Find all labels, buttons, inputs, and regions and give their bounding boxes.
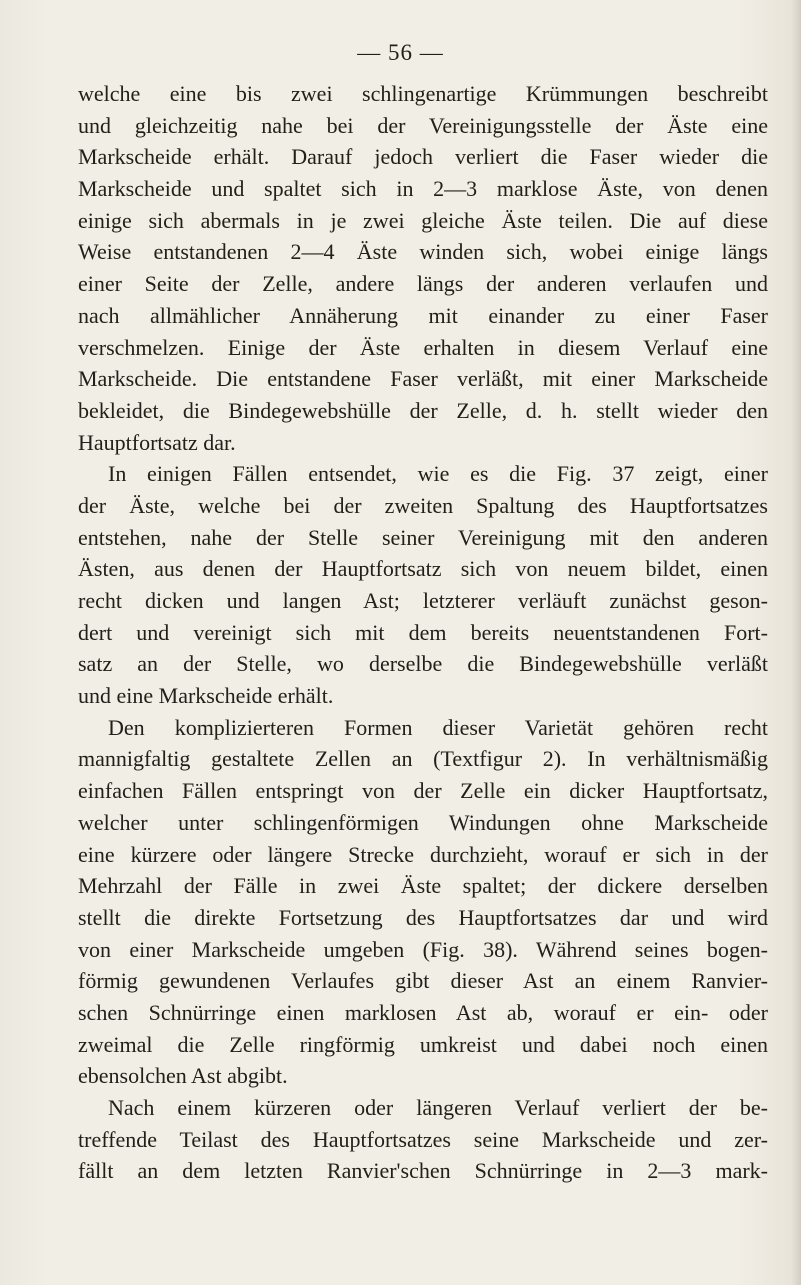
text-line: entstehen, nahe der Stelle seiner Vereinigung mit den anderen [78,524,768,550]
text-line: Markscheide. Die entstandene Faser verläßt, mit einer Markscheide [78,366,768,392]
text-line: welche eine bis zwei schlingenartige Krümmungen beschreibt [78,81,768,106]
text-line: von einer Markscheide umgeben (Fig. 38). Während seines bogen- [78,936,768,962]
body-text [78,78,768,1187]
text-line: und eine Markscheide erhält. [78,683,334,709]
text-line: der Äste, welche bei der zweiten Spaltung des Hauptfortsatzes [78,492,768,518]
text-line: recht dicken und langen Ast; letzterer verläuft zunächst geson- [78,588,768,613]
text-line: und gleichzeitig nahe bei der Vereinigungsstelle der Äste eine [78,112,768,138]
text-line: bekleidet, die Bindegewebshülle der Zelle, d. h. stellt wieder den [78,397,768,423]
text-line: satz an der Stelle, wo derselbe die Bindegewebshülle verläßt [78,651,768,677]
text-line: mannigfaltig gestaltete Zellen an (Textfigur 2). In verhältnismäßig [78,746,768,772]
text-line: stellt die direkte Fortsetzung des Hauptfortsatzes dar und wird [78,904,768,930]
text-line: Den komplizierteren Formen dieser Varietät gehören recht [108,714,768,740]
text-line: nach allmählicher Annäherung mit einander zu einer Faser [78,302,768,328]
text-line: Ästen, aus denen der Hauptfortsatz sich von neuem bildet, einen [78,556,768,582]
text-line: einige sich abermals in je zwei gleiche Äste teilen. Die auf diese [78,207,768,233]
text-line: verschmelzen. Einige der Äste erhalten in diesem Verlauf eine [78,334,768,360]
text-line: ebensolchen Ast abgibt. [78,1063,288,1089]
text-line: zweimal die Zelle ringförmig umkreist und dabei noch einen [78,1031,768,1057]
text-line: treffende Teilast des Hauptfortsatzes seine Markscheide und zer- [78,1126,768,1152]
text-line: Hauptfortsatz dar. [78,429,236,455]
text-line: Weise entstandenen 2—4 Äste winden sich, wobei einige längs [78,239,768,265]
text-line: welcher unter schlingenförmigen Windungen ohne Markscheide [78,809,768,835]
page-number: — 56 — [357,40,444,65]
text-line: schen Schnürringe einen marklosen Ast ab, worauf er ein- oder [78,999,768,1025]
page-edge-shadow [791,0,801,1285]
text-line: dert und vereinigt sich mit dem bereits neuentstandenen Fort- [78,619,768,645]
text-line: einfachen Fällen entspringt von der Zelle ein dicker Hauptfortsatz, [78,778,768,804]
text-line: einer Seite der Zelle, andere längs der anderen verlaufen und [78,271,768,297]
text-line: förmig gewundenen Verlaufes gibt dieser Ast an einem Ranvier- [78,968,768,994]
text-line: Markscheide und spaltet sich in 2—3 marklose Äste, von denen [78,176,768,202]
text-line: fällt an dem letzten Ranvier'schen Schnürringe in 2—3 mark- [78,1158,768,1184]
text-line: Markscheide erhält. Darauf jedoch verliert die Faser wieder die [78,144,768,170]
text-line: In einigen Fällen entsendet, wie es die Fig. 37 zeigt, einer [108,461,768,487]
text-line: Nach einem kürzeren oder längeren Verlauf verliert der be- [108,1095,768,1120]
text-line: eine kürzere oder längere Strecke durchzieht, worauf er sich in der [78,841,768,867]
text-line: Mehrzahl der Fälle in zwei Äste spaltet; der dickere derselben [78,873,768,899]
